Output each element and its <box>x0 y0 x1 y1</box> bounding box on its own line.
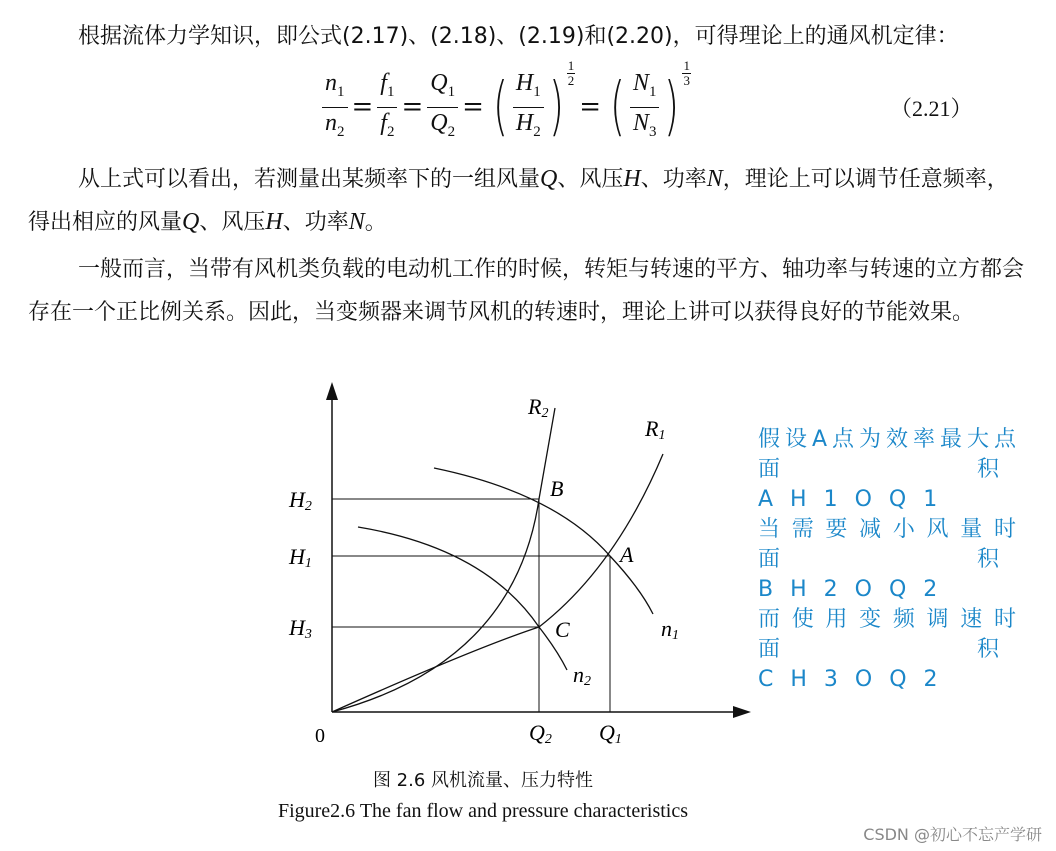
equation-number: （2.21） <box>890 96 973 121</box>
note-max-efficiency <box>758 425 1016 515</box>
label-r2-sub: 2 <box>541 406 549 421</box>
curve-n2 <box>358 527 567 670</box>
label-h3-main: H <box>289 615 305 640</box>
label-q1 <box>599 720 622 747</box>
note3-line2: 面积CH3OQ2 <box>758 637 1016 692</box>
exp-p-den: 3 <box>683 72 690 88</box>
label-n2 <box>573 662 591 689</box>
exp-p-num: 1 <box>683 57 690 73</box>
label-r1-sub: 1 <box>658 428 666 443</box>
label-q2-sub: 2 <box>544 732 552 747</box>
curve-n1 <box>434 468 653 614</box>
watermark: CSDN @初心不忘产学研 <box>863 825 1042 844</box>
eq-n-den: n <box>325 109 337 136</box>
note-reduce-flow <box>758 515 1016 605</box>
figure-caption-en: Figure2.6 The fan flow and pressure characteristics <box>277 800 689 822</box>
exp-h-num: 1 <box>567 57 575 73</box>
eq-p-den-sub: 3 <box>648 123 657 140</box>
label-r2 <box>527 394 548 421</box>
origin-label: 0 <box>315 725 325 747</box>
fraction-f <box>377 68 397 147</box>
point-b-label: B <box>550 476 564 501</box>
symbol-h: H <box>623 166 641 192</box>
p2-a: 从上式可以看出，若测量出某频率下的一组风量 <box>78 167 541 192</box>
label-r1-main: R <box>645 416 659 441</box>
fraction-q <box>427 68 458 147</box>
point-a-label: A <box>620 542 634 567</box>
eq-h-num: H <box>515 69 534 96</box>
note-variable-frequency <box>758 605 1016 695</box>
fraction-n <box>322 68 348 147</box>
point-c-label: C <box>555 617 570 642</box>
eq-h-num-sub: 1 <box>533 83 541 100</box>
eq-h-den: H <box>515 109 534 136</box>
paragraph-intro <box>28 15 1028 58</box>
label-q2-main: Q <box>529 720 545 745</box>
fraction-power <box>630 68 660 147</box>
eq-q-den-sub: 2 <box>447 123 456 140</box>
eq-n-den-sub: 2 <box>337 123 345 140</box>
eq-f-den: f <box>380 109 387 136</box>
eq-p-num-sub: 1 <box>648 83 657 100</box>
label-n1 <box>661 616 679 643</box>
symbol-h: H <box>265 209 283 235</box>
paragraph-energy-saving <box>28 248 1028 334</box>
label-n1-sub: 1 <box>672 628 679 643</box>
paragraph-explanation <box>28 158 1028 244</box>
label-n2-sub: 2 <box>584 674 591 689</box>
label-h2-main: H <box>289 487 305 512</box>
note1-line2: 面积AH1OQ1 <box>758 457 1016 512</box>
p2-c: 、功率 <box>640 167 707 192</box>
curve-r2 <box>332 408 555 712</box>
figure-caption-cn: 图 2.6 风机流量、压力特性 <box>372 770 594 791</box>
label-n1-main: n <box>661 616 672 641</box>
equals-sign: = <box>351 92 374 122</box>
p2-g: 。 <box>364 210 387 235</box>
fan-characteristics-diagram <box>285 378 755 750</box>
label-h1-main: H <box>289 544 305 569</box>
equals-sign: = <box>579 92 601 122</box>
eq-p-num: N <box>632 69 649 96</box>
label-h3-sub: 3 <box>304 627 312 642</box>
symbol-n: N <box>706 166 723 192</box>
eq-f-den-sub: 2 <box>386 123 395 140</box>
label-h3 <box>288 615 312 642</box>
eq-h-den-sub: 2 <box>533 123 541 140</box>
paragraph-intro-text: 根据流体力学知识，即公式(2.17)、(2.18)、(2.19)和(2.20)，可得理论上的通风机定律： <box>78 24 959 49</box>
eq-q-num-sub: 1 <box>447 83 456 100</box>
note3-line1: 而使用变频调速时 <box>758 607 1016 632</box>
equals-sign: = <box>401 92 424 122</box>
exponent-third <box>682 59 691 88</box>
eq-p-den: N <box>632 109 649 136</box>
eq-f-num: f <box>380 69 387 96</box>
symbol-q: Q <box>182 209 200 235</box>
label-n2-main: n <box>573 662 584 687</box>
equals-sign: = <box>462 92 484 122</box>
eq-n-num: n <box>325 69 337 96</box>
label-h2-sub: 2 <box>304 499 312 514</box>
note1-line1: 假设A点为效率最大点 <box>758 427 1016 452</box>
label-h1-sub: 1 <box>304 556 312 571</box>
label-h2 <box>288 487 312 514</box>
eq-q-den: Q <box>430 109 448 136</box>
x-axis-arrow-icon <box>733 706 751 718</box>
exp-h-den: 2 <box>567 72 575 88</box>
exponent-half <box>567 59 576 88</box>
paren-group-n: ( $\frac{N_1}{N_3}$ ) $\frac{1}{3}$ <box>605 68 691 147</box>
p2-f: 、功率 <box>282 210 349 235</box>
p2-d: ，理论上可以调节任意频率，得出相应的风量 <box>28 167 1009 235</box>
eq-f-num-sub: 1 <box>386 83 395 100</box>
symbol-n: N <box>348 209 365 235</box>
paren-group-h: ( $\frac{H_1}{H_2}$ ) $\frac{1}{2}$ <box>488 68 575 147</box>
fraction-h <box>513 68 544 147</box>
y-axis-arrow-icon <box>326 382 338 400</box>
p2-e: 、风压 <box>199 210 266 235</box>
label-q2 <box>529 720 552 747</box>
paragraph-energy-saving-text: 一般而言，当带有风机类负载的电动机工作的时候，转矩与转速的平方、轴功率与转速的立方都会存在一个正比例关系。因此，当变频器来调节风机的转速时，理论上讲可以获得良好的节能效果。 <box>28 257 1025 325</box>
label-r1 <box>644 416 665 443</box>
note2-line2: 面积BH2OQ2 <box>758 547 1016 602</box>
label-q1-main: Q <box>599 720 615 745</box>
symbol-q: Q <box>540 166 558 192</box>
label-q1-sub: 1 <box>614 732 622 747</box>
p2-b: 、风压 <box>557 167 624 192</box>
eq-q-num: Q <box>430 69 448 96</box>
note2-line1: 当需要减小风量时 <box>758 517 1016 542</box>
eq-n-num-sub: 1 <box>337 83 345 100</box>
label-r2-main: R <box>528 394 542 419</box>
label-h1 <box>288 544 312 571</box>
